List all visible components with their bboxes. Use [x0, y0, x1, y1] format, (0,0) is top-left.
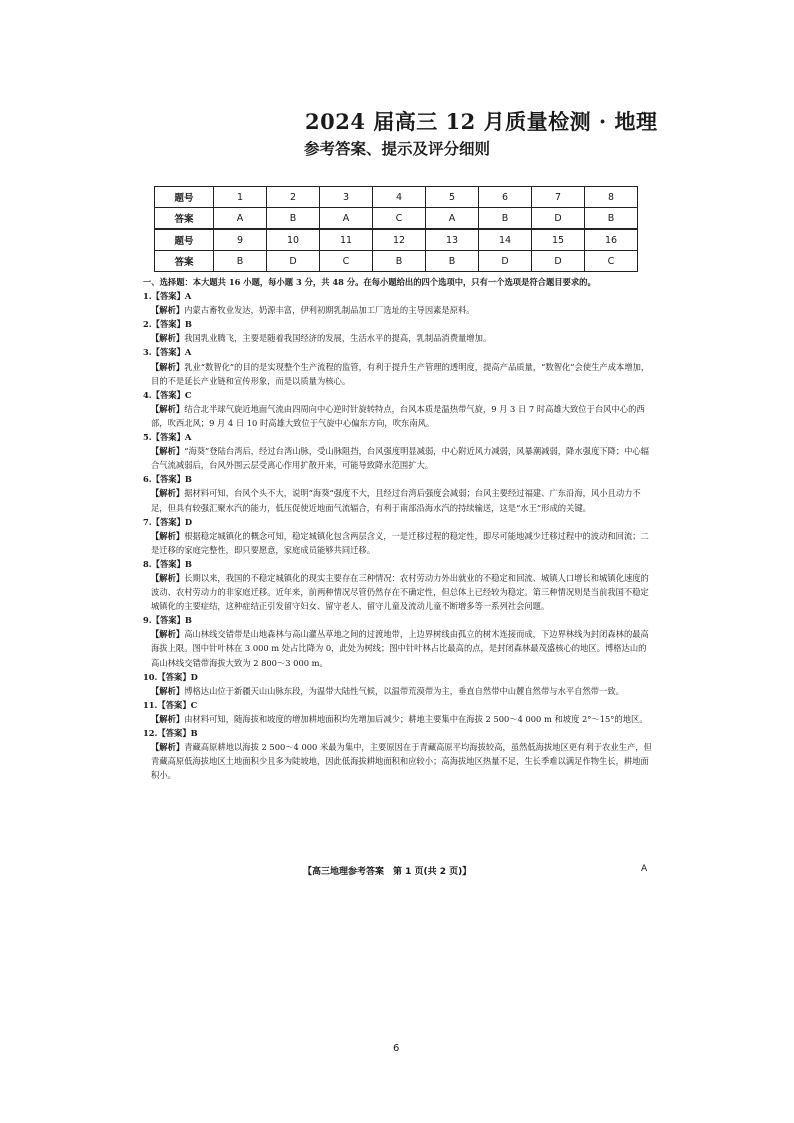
- question-number: 3.: [143, 347, 152, 358]
- table-row-answers: [155, 251, 638, 272]
- analysis-tag: 【解析】: [151, 629, 185, 640]
- row-label-number: 题号: [155, 187, 214, 208]
- table-cell: C: [373, 208, 426, 229]
- answer-tag: 【答案】: [157, 728, 191, 738]
- analysis-line: [143, 331, 653, 345]
- answer-tag: 【答案】: [157, 671, 191, 682]
- page-subtitle: 参考答案、提示及评分细则: [304, 139, 491, 158]
- answer-tag: 【答案】: [151, 615, 185, 626]
- answer-line: [143, 726, 653, 740]
- analysis-text: 青藏高原耕地以海拔 2 500～4 000 米最为集中，主要原因在于青藏高原平均海拔较高，虽然低海拔地区更有利于农业生产，但青藏高原低海拔地区土地面积少且多为陡坡地，因此低海拔耕地面积和应较小；高海拔地区热量不足，生长季难以满足作物生长，耕地面积小。: [151, 742, 652, 781]
- question-item: [143, 289, 653, 317]
- table-cell: B: [267, 208, 320, 229]
- question-item: [143, 698, 653, 726]
- row-label-answer: 答案: [155, 251, 214, 272]
- question-item: [143, 345, 653, 387]
- table-row-answers: [155, 208, 638, 229]
- answer-value: A: [184, 347, 192, 358]
- table-cell: 1: [214, 187, 267, 208]
- analysis-text: 博格达山位于新疆天山山脉东段，为温带大陆性气候，以温带荒漠带为主，垂直自然带中山麓自然带与水平自然带一致。: [184, 685, 624, 696]
- question-number: 2.: [143, 319, 152, 330]
- answer-line: [143, 317, 653, 331]
- answer-tag: 【答案】: [151, 432, 185, 443]
- analysis-line: [143, 627, 653, 669]
- table-cell: B: [479, 208, 532, 229]
- page-title: 2024 届高三 12 月质量检测 · 地理: [305, 109, 658, 134]
- answer-tag: 【答案】: [157, 699, 191, 710]
- table-cell: B: [585, 208, 638, 229]
- question-item: [143, 557, 653, 613]
- table-cell: 12: [373, 230, 426, 251]
- analysis-tag: 【解析】: [151, 488, 185, 499]
- question-item: [143, 430, 653, 472]
- answer-value: A: [184, 291, 192, 302]
- answer-line: [143, 472, 653, 486]
- analysis-text: 由材料可知，随海拔和坡度的增加耕地面积均先增加后减少；耕地主要集中在海拔 2 500～4 000 m 和坡度 2°～15°的地区。: [184, 713, 648, 724]
- answer-value: D: [190, 671, 198, 682]
- answer-tag: 【答案】: [151, 291, 185, 302]
- answer-tag: 【答案】: [151, 516, 185, 527]
- table-cell: 15: [532, 230, 585, 251]
- table-cell: 5: [426, 187, 479, 208]
- table-cell: 2: [267, 187, 320, 208]
- question-item: [143, 317, 653, 345]
- question-number: 12.: [143, 728, 158, 738]
- answer-value: C: [184, 389, 192, 400]
- table-row-numbers: [155, 230, 638, 251]
- answer-tag: 【答案】: [151, 389, 185, 400]
- table-cell: B: [373, 251, 426, 272]
- analysis-text: 结合北半球气旋近地面气流由四周向中心逆时针旋转特点，台风本质是温热带气旋，9 月 3 日 7 时高雄大致位于台风中心的西部，吹西北风；9 月 4 日 10 时高雄大致位于气旋中心偏东方向，吹东南风。: [151, 403, 645, 428]
- table-cell: 9: [214, 230, 267, 251]
- table-cell: A: [426, 208, 479, 229]
- analysis-tag: 【解析】: [151, 572, 185, 583]
- analysis-tag: 【解析】: [151, 305, 185, 316]
- question-item: [143, 472, 653, 514]
- question-number: 10.: [143, 671, 158, 682]
- answer-value: B: [184, 615, 192, 626]
- analysis-tag: 【解析】: [151, 685, 185, 696]
- answer-line: [143, 670, 653, 684]
- answer-table-1: [154, 186, 638, 229]
- analysis-tag: 【解析】: [151, 530, 185, 541]
- answer-tag: 【答案】: [151, 319, 185, 330]
- answer-tag: 【答案】: [151, 558, 185, 569]
- answer-line: [143, 430, 653, 444]
- answer-line: [143, 345, 653, 359]
- answer-value: B: [184, 474, 192, 485]
- table-cell: B: [214, 251, 267, 272]
- question-number: 6.: [143, 474, 152, 485]
- row-label-number: 题号: [155, 230, 214, 251]
- question-number: 9.: [143, 615, 152, 626]
- analysis-line: [143, 303, 653, 317]
- table-cell: D: [532, 251, 585, 272]
- table-cell: C: [585, 251, 638, 272]
- table-cell: 4: [373, 187, 426, 208]
- question-number: 1.: [143, 291, 152, 302]
- answer-table-2: [154, 229, 638, 272]
- table-cell: 7: [532, 187, 585, 208]
- answer-line: [143, 515, 653, 529]
- row-label-answer: 答案: [155, 208, 214, 229]
- table-cell: B: [426, 251, 479, 272]
- analysis-line: [143, 684, 653, 698]
- question-number: 11.: [143, 699, 158, 710]
- analysis-text: 长期以来，我国的不稳定城镇化的现实主要存在三种情况：农村劳动力外出就业的不稳定和回流、城镇人口增长和城镇化速度的波动、农村劳动力的非家庭迁移。近年来，前两种情况尽管仍然存在不确定性，但总体上已经较为稳定。第三种情况则是当前我国不稳定城镇化的主要症结，这种症结正引发留守妇女、留守老人、留守儿童及流动儿童不断增多等一系列社会问题。: [151, 572, 649, 612]
- table-cell: 14: [479, 230, 532, 251]
- answer-tag: 【答案】: [151, 347, 185, 358]
- table-cell: 8: [585, 187, 638, 208]
- answer-line: [143, 557, 653, 571]
- analysis-line: [143, 444, 653, 472]
- table-cell: D: [267, 251, 320, 272]
- question-item: [143, 670, 653, 698]
- question-item: [143, 388, 653, 430]
- answer-line: [143, 289, 653, 303]
- analysis-tag: 【解析】: [151, 403, 185, 414]
- version-label: A: [641, 864, 648, 874]
- analysis-line: [143, 486, 653, 514]
- table-cell: 11: [320, 230, 373, 251]
- question-number: 8.: [143, 558, 152, 569]
- analysis-text: 根据稳定城镇化的概念可知，稳定城镇化包含两层含义，一是迁移过程的稳定性，即尽可能地减少迁移过程中的波动和回流；二是迁移的家庭完整性，即只要愿意，家庭成员能够共同迁移。: [151, 530, 649, 555]
- answer-tag: 【答案】: [151, 474, 185, 485]
- answer-line: [143, 698, 653, 712]
- analysis-line: [143, 571, 653, 613]
- table-cell: 6: [479, 187, 532, 208]
- answer-value: B: [184, 558, 192, 569]
- analysis-line: [143, 712, 653, 726]
- analysis-text: “海葵”登陆台湾后，经过台湾山脉，受山脉阻挡，台风强度明显减弱，中心附近风力减弱，风暴潮减弱，降水强度下降；中心辐合气流减弱后，台风外围云层受离心作用扩散开来，可能导致降水范围扩大。: [151, 446, 650, 471]
- question-number: 7.: [143, 516, 152, 527]
- analysis-text: 乳业“数智化”的目的是实现整个生产流程的监管，有利于提升生产管理的透明度，提高产品质量，“数智化”会使生产成本增加，目的不是延长产业链和宣传形象，而是以质量为核心。: [151, 361, 650, 386]
- section-intro: 一、选择题：本大题共 16 小题，每小题 3 分，共 48 分。在每小题给出的四个选项中，只有一个选项是符合题目要求的。: [143, 277, 596, 287]
- analysis-text: 高山林线交错带是山地森林与高山灌丛草地之间的过渡地带，上边界树线由孤立的树木连接而成，下边界林线为封闭森林的最高海拔上限。图中针叶林在 3 000 m 处占比降为 0，此处为树线；图中针叶林占比最高的点，是封闭森林最茂盛核心的地区。博格达山的高山林线交错带海拔大致为 2 800～3 000 m。: [151, 629, 649, 668]
- question-list: [143, 289, 653, 782]
- analysis-line: [143, 529, 653, 557]
- answer-value: D: [184, 516, 193, 527]
- table-cell: D: [479, 251, 532, 272]
- question-number: 5.: [143, 432, 152, 443]
- analysis-line: [143, 360, 653, 388]
- analysis-tag: 【解析】: [151, 713, 185, 724]
- question-item: [143, 726, 653, 782]
- page-number: 6: [393, 1043, 400, 1054]
- analysis-tag: 【解析】: [151, 742, 185, 753]
- table-cell: A: [320, 208, 373, 229]
- table-cell: A: [214, 208, 267, 229]
- table-cell: 16: [585, 230, 638, 251]
- question-number: 4.: [143, 389, 152, 400]
- table-cell: 13: [426, 230, 479, 251]
- table-row-numbers: [155, 187, 638, 208]
- analysis-line: [143, 402, 653, 430]
- answer-line: [143, 388, 653, 402]
- answer-explanations: [143, 275, 653, 782]
- analysis-text: 内蒙古畜牧业发达，奶源丰富，伊利初期乳制品加工厂选址的主导因素是原料。: [184, 305, 475, 316]
- table-cell: C: [320, 251, 373, 272]
- analysis-tag: 【解析】: [151, 446, 185, 457]
- analysis-tag: 【解析】: [151, 361, 185, 372]
- answer-value: B: [184, 319, 192, 330]
- answer-value: B: [190, 728, 198, 738]
- question-item: [143, 515, 653, 557]
- table-cell: 10: [267, 230, 320, 251]
- page-footer: 【高三地理参考答案 第 1 页(共 2 页)】: [303, 867, 472, 877]
- answer-line: [143, 613, 653, 627]
- analysis-text: 据材料可知，台风个头不大，说明“海葵”强度不大，且经过台湾后强度会减弱；台风主要经过福建、广东沿海，风小且动力不足，但具有较强汇聚水汽的能力，低压促使近地面气流辐合，有利于南部沿海水汽的持续输送，这是“水王”形成的关键。: [151, 488, 641, 513]
- table-cell: D: [532, 208, 585, 229]
- table-cell: 3: [320, 187, 373, 208]
- analysis-text: 我国乳业腾飞，主要是随着我国经济的发展，生活水平的提高，乳制品消费量增加。: [184, 333, 492, 344]
- question-item: [143, 613, 653, 669]
- answer-value: A: [184, 432, 192, 443]
- analysis-tag: 【解析】: [151, 333, 185, 344]
- analysis-line: [143, 740, 653, 782]
- answer-value: C: [190, 699, 198, 710]
